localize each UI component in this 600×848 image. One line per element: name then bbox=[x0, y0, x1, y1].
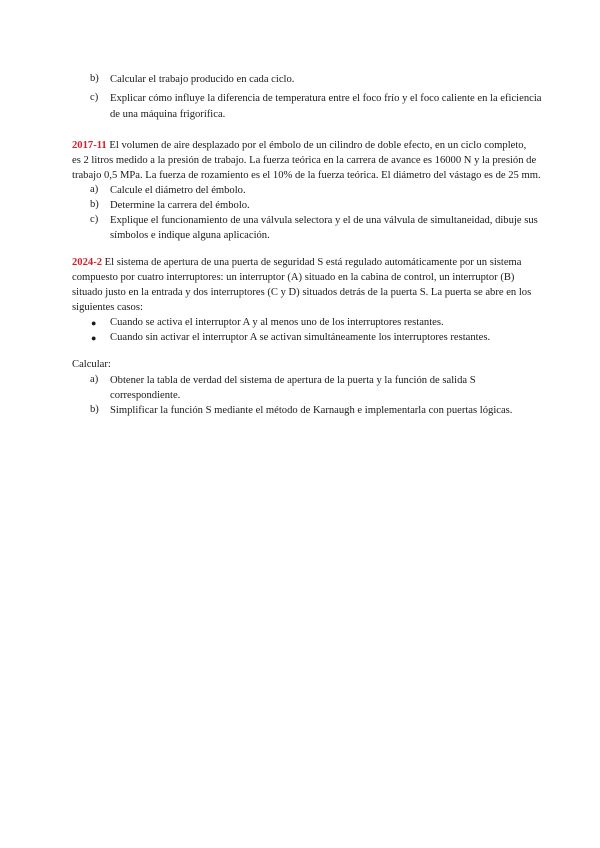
list-item-text: correspondiente. bbox=[110, 390, 181, 401]
list-item-text: Simplificar la función S mediante el método de Karnaugh e implementarla con puertas lógicas. bbox=[110, 405, 513, 416]
list-marker: b) bbox=[90, 199, 99, 210]
list-item-text: Determine la carrera del émbolo. bbox=[110, 200, 250, 211]
list-item-text: símbolos e indique alguna aplicación. bbox=[110, 230, 270, 241]
list-marker: c) bbox=[90, 214, 99, 225]
problem-paragraph-line: trabajo 0,5 MPa. La fuerza de rozamiento es el 10% de la fuerza teórica. El diámetro del vástago es de 25 mm. bbox=[72, 170, 541, 181]
list-item-text: Explicar cómo influye la diferencia de temperatura entre el foco frío y el foco caliente en la eficiencia bbox=[110, 93, 542, 104]
problem-paragraph-line: compuesto por cuatro interruptores: un interruptor (A) situado en la cabina de control, un interruptor (B) bbox=[72, 272, 515, 283]
calc-label: Calcular: bbox=[72, 359, 111, 370]
bullet-icon: ● bbox=[91, 333, 97, 343]
problem-paragraph-line bbox=[72, 139, 526, 153]
bullet-text: Cuando se activa el interruptor A y al menos uno de los interruptores restantes. bbox=[110, 317, 444, 328]
list-item-text: Calcule el diámetro del émbolo. bbox=[110, 185, 246, 196]
list-marker: a) bbox=[90, 374, 99, 385]
problem-text: El volumen de aire desplazado por el émbolo de un cilindro de doble efecto, en un ciclo completo, bbox=[106, 140, 527, 151]
list-item-text: Calcular el trabajo producido en cada ciclo. bbox=[110, 74, 295, 85]
list-marker: b) bbox=[90, 404, 99, 415]
bullet-text: Cuando sin activar el interruptor A se activan simultáneamente los interruptores restantes. bbox=[110, 332, 491, 343]
problem-paragraph-line bbox=[72, 256, 522, 270]
problem-code: 2017-11 bbox=[72, 140, 107, 151]
list-item-text: Explique el funcionamiento de una válvula selectora y el de una válvula de simultaneidad, dibuje sus bbox=[110, 215, 538, 226]
list-marker: c) bbox=[90, 92, 99, 103]
problem-paragraph-line: siguientes casos: bbox=[72, 302, 143, 313]
problem-paragraph-line: es 2 litros medido a la presión de trabajo. La fuerza teórica en la carrera de avance es 16000 N y la presión de bbox=[72, 155, 537, 166]
list-marker: b) bbox=[90, 73, 99, 84]
list-marker: a) bbox=[90, 184, 99, 195]
bullet-icon: ● bbox=[91, 318, 97, 328]
problem-code: 2024-2 bbox=[72, 257, 103, 268]
problem-paragraph-line: situado justo en la entrada y dos interruptores (C y D) situados detrás de la puerta S. La puerta se abre en los bbox=[72, 287, 532, 298]
list-item-text: Obtener la tabla de verdad del sistema de apertura de la puerta y la función de salida S bbox=[110, 375, 476, 386]
problem-text: El sistema de apertura de una puerta de seguridad S está regulado automáticamente por un sistema bbox=[102, 257, 522, 268]
list-item-text: de una máquina frigorífica. bbox=[110, 109, 226, 120]
